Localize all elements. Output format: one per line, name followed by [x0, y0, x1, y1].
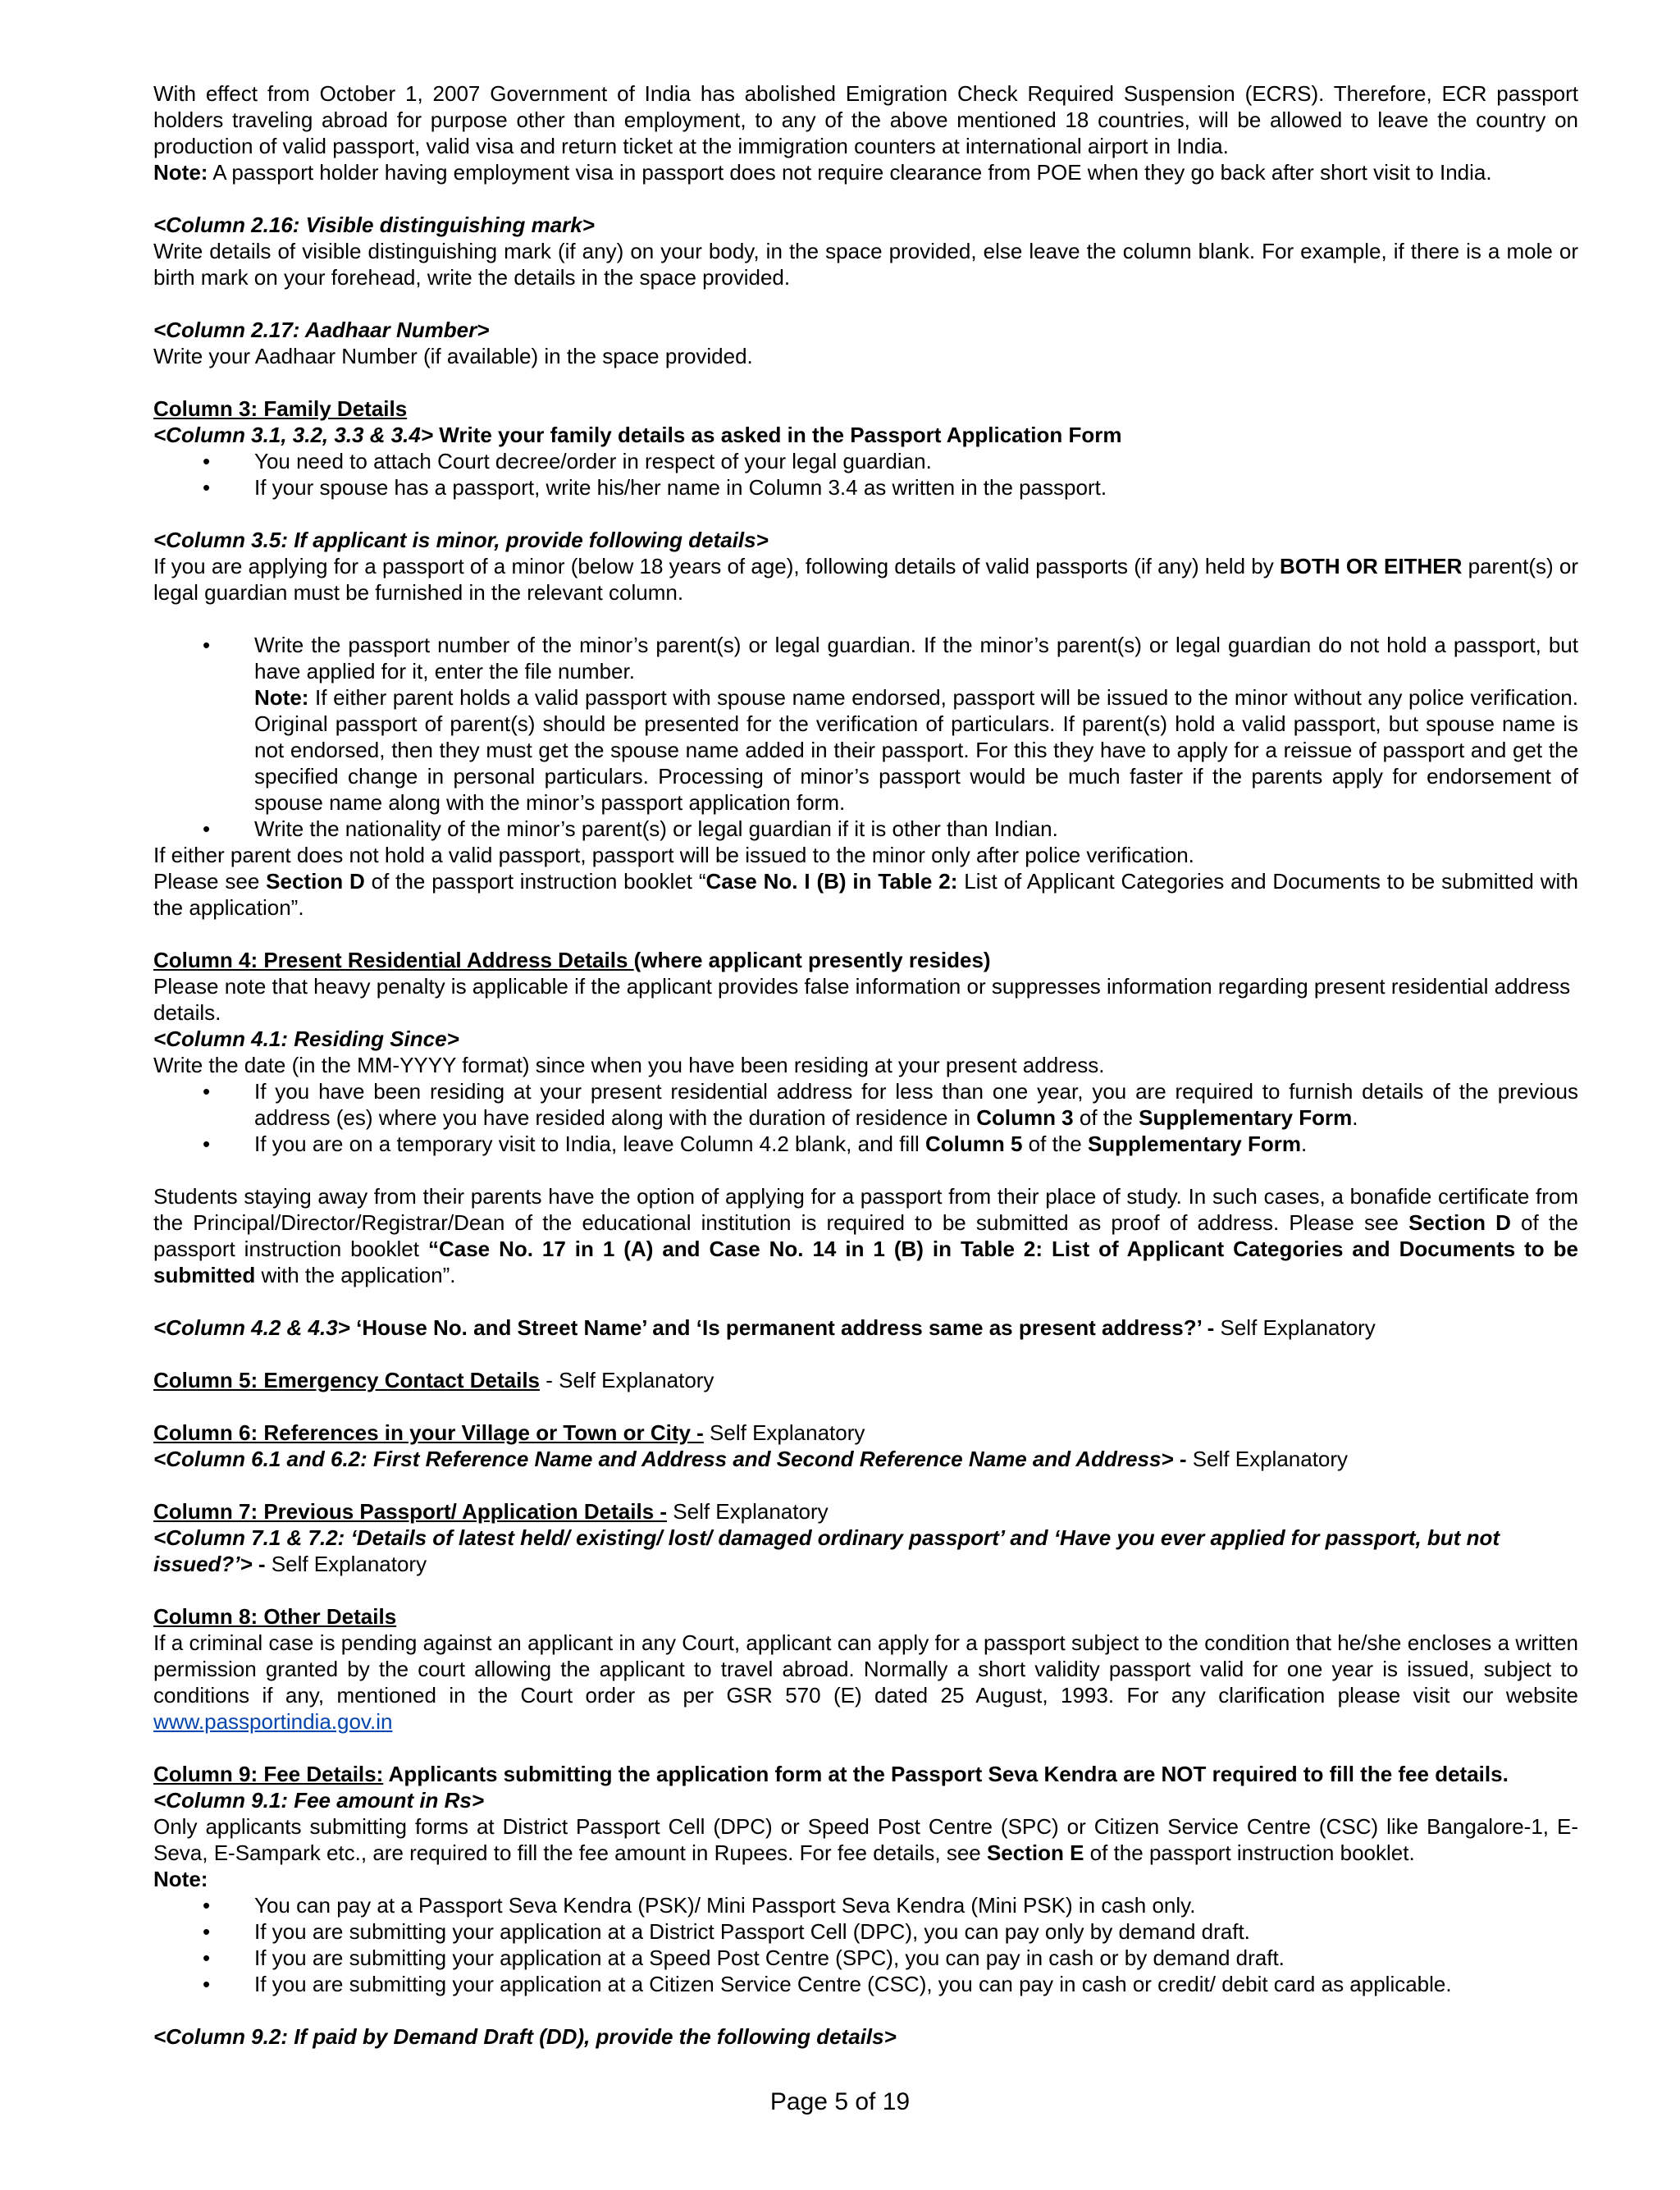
- text-span: of the passport instruction booklet “: [364, 869, 706, 894]
- column-3-5-after-1: If either parent does not hold a valid passport, passport will be issued to the minor only after police verification.: [153, 843, 1194, 867]
- text-span: - Self Explanatory: [540, 1368, 714, 1392]
- text-span: Column 4: Present Residential Address Details: [153, 948, 634, 972]
- column-9-heading: [153, 1761, 1578, 1787]
- column-3-5-list: [153, 632, 1578, 842]
- text-span: ‘House No. and Street Name’ and ‘Is permanent address same as present address?’ -: [349, 1315, 1221, 1340]
- note-label: Note:: [254, 685, 309, 710]
- column-3-subheading: [153, 422, 1578, 448]
- passportindia-link[interactable]: www.passportindia.gov.in: [153, 1709, 393, 1734]
- text-span: Supplementary Form: [1087, 1132, 1301, 1156]
- text-span: Section E: [986, 1840, 1084, 1865]
- list-item: • You can pay at a Passport Seva Kendra (PSK)/ Mini Passport Seva Kendra (Mini PSK) in cash only.: [153, 1892, 1578, 1918]
- page-content: [153, 80, 1578, 2050]
- column-9-note-label: Note:: [153, 1867, 208, 1891]
- text-span: Section D: [1408, 1210, 1511, 1235]
- column-7-sub-line: [153, 1525, 1578, 1577]
- column-2-16-text: Write details of visible distinguishing mark (if any) on your body, in the space provided, else leave the column blank. For example, if there is a mole or birth mark on your forehead, write the details in the space provided.: [153, 239, 1578, 290]
- text-span: Write the passport number of the minor’s parent(s) or legal guardian. If the minor’s parent(s) or legal guardian do not hold a passport, but have applied for it, enter the file number.: [254, 633, 1578, 684]
- column-3-sub-italic: <Column 3.1, 3.2, 3.3 & 3.4>: [153, 423, 434, 447]
- column-7-heading: Column 7: Previous Passport/ Application Details -: [153, 1499, 668, 1524]
- text-span: Supplementary Form: [1139, 1105, 1353, 1130]
- students-paragraph: [153, 1183, 1578, 1288]
- text-span: If a criminal case is pending against an applicant in any Court, applicant can apply for a passport subject to the condition that he/she encloses a written permission granted by the court allowing the applicant to travel abroad. Normally a short validity passport valid for one year is issued, subject to conditions if any, mentioned in the Court order as per GSR 570 (E) dated 25 August, 1993. For any clarification please visit our website: [153, 1630, 1578, 1708]
- column-3-5-after-2: [153, 868, 1578, 921]
- list-item: [153, 632, 1578, 816]
- list-item: • If you are submitting your application at a Speed Post Centre (SPC), you can pay in cash or by demand draft.: [153, 1945, 1578, 1971]
- column-4-text: Please note that heavy penalty is applicable if the applicant provides false information or suppresses information regarding present residential address details.: [153, 974, 1571, 1025]
- column-5-heading: Column 5: Emergency Contact Details: [153, 1368, 540, 1392]
- text-span: Self Explanatory: [1220, 1315, 1376, 1340]
- text-span: If you are on a temporary visit to India, leave Column 4.2 blank, and fill: [254, 1132, 925, 1156]
- column-9-1-heading: <Column 9.1: Fee amount in Rs>: [153, 1788, 485, 1813]
- column-4-1-text: Write the date (in the MM-YYYY format) since when you have been residing at your present address.: [153, 1053, 1105, 1077]
- list-item: • If you are submitting your application at a District Passport Cell (DPC), you can pay only by demand draft.: [153, 1918, 1578, 1945]
- text-span: of the: [1022, 1132, 1088, 1156]
- ecrs-note: [153, 159, 1578, 185]
- text-span: of the passport instruction booklet.: [1084, 1840, 1415, 1865]
- text-span: -: [1173, 1447, 1193, 1471]
- column-8-text: [153, 1630, 1578, 1735]
- text-span: Applicants submitting the application form at the Passport Seva Kendra are NOT required to fill the fee details.: [383, 1762, 1509, 1786]
- column-6-heading: Column 6: References in your Village or Town or City -: [153, 1420, 704, 1445]
- text-span: List of Applicant Categories and Documents to be submitted with the application”.: [153, 869, 1578, 920]
- text-span: of the: [1073, 1105, 1139, 1130]
- column-3-sub-bold: Write your family details as asked in the Passport Application Form: [433, 423, 1122, 447]
- list-item: [153, 1131, 1578, 1157]
- column-4-list: [153, 1078, 1578, 1157]
- column-3-5-heading: <Column 3.5: If applicant is minor, provide following details>: [153, 528, 769, 552]
- text-span: If you are applying for a passport of a minor (below 18 years of age), following details of valid passports (if any) held by: [153, 554, 1280, 578]
- text-span: Self Explanatory: [703, 1420, 865, 1445]
- text-span: <Column 7.1 & 7.2: ‘Details of latest held/ existing/ lost/ damaged ordinary passport’ and ‘Have you ever applied for passport, but not issued?’>: [153, 1525, 1500, 1576]
- column-9-2-heading: <Column 9.2: If paid by Demand Draft (DD), provide the following details>: [153, 2024, 897, 2049]
- column-4-1-heading: <Column 4.1: Residing Since>: [153, 1026, 459, 1051]
- text-span: -: [252, 1552, 272, 1576]
- text-span: <Column 6.1 and 6.2: First Reference Name and Address and Second Reference Name and Address>: [153, 1447, 1174, 1471]
- column-9-1-text: [153, 1813, 1578, 1866]
- text-span: Students staying away from their parents have the option of applying for a passport from their place of study. In such cases, a bonafide certificate from the Principal/Director/Registrar/Dean of the educational institution is required to be submitted as proof of address. Please see: [153, 1184, 1578, 1235]
- text-span: BOTH OR EITHER: [1279, 554, 1463, 578]
- text-span: Please see: [153, 869, 267, 894]
- text-span: Only applicants submitting forms at District Passport Cell (DPC) or Speed Post Centre (SPC) or Citizen Service Centre (CSC) like Bangalore-1, E-Seva, E-Sampark etc., are required to fill the fee amount in Rupees. For fee details, see: [153, 1814, 1578, 1865]
- column-2-17-text: Write your Aadhaar Number (if available) in the space provided.: [153, 344, 753, 368]
- list-item: • If your spouse has a passport, write his/her name in Column 3.4 as written in the passport.: [153, 474, 1578, 501]
- column-9-list: [153, 1892, 1578, 1997]
- text-span: Case No. I (B) in Table 2:: [705, 869, 958, 894]
- column-3-heading: Column 3: Family Details: [153, 396, 408, 421]
- column-7-line: [153, 1498, 1578, 1525]
- note-text: A passport holder having employment visa in passport does not require clearance from POE when they go back after short visit to India.: [208, 160, 1492, 185]
- text-span: .: [1301, 1132, 1308, 1156]
- page-number: Page 5 of 19: [769, 2088, 911, 2115]
- note-text: If either parent holds a valid passport with spouse name endorsed, passport will be issued to the minor without any police verification. Original passport of parent(s) should be presented for the verification of particulars. If parent(s) hold a valid passport, but spouse name is not endorsed, then they must get the spouse name added in their passport. For this they have to apply for a reissue of passport and get the specified change in personal particulars. Processing of minor’s passport would be much faster if the parents apply for endorsement of spouse name along with the minor’s passport application form.: [254, 685, 1578, 815]
- column-3-list: [153, 448, 1578, 501]
- column-8-heading: Column 8: Other Details: [153, 1604, 397, 1629]
- text-span: Self Explanatory: [667, 1499, 829, 1524]
- ecrs-paragraph: With effect from October 1, 2007 Government of India has abolished Emigration Check Required Suspension (ECRS). Therefore, ECR passport holders traveling abroad for purpose other than employment, to any of the above mentioned 18 countries, will be allowed to leave the country on production of valid passport, valid visa and return ticket at the immigration counters at international airport in India.: [153, 81, 1578, 158]
- column-6-line: [153, 1420, 1578, 1446]
- text-span: If you have been residing at your present residential address for less than one year, you are required to furnish details of the previous address (es) where you have resided along with the duration of residence in: [254, 1079, 1578, 1130]
- text-span: Column 5: [924, 1132, 1023, 1156]
- column-6-sub-line: [153, 1446, 1578, 1472]
- note-label: Note:: [153, 160, 208, 185]
- text-span: “Case No. 17 in 1 (A) and Case No. 14 in 1 (B) in Table 2: List of Applicant Categories and Documents to be submitted: [153, 1237, 1578, 1287]
- text-span: <Column 4.2 & 4.3>: [153, 1315, 350, 1340]
- list-item: • Write the nationality of the minor’s parent(s) or legal guardian if it is other than Indian.: [153, 816, 1578, 842]
- text-span: of the passport instruction booklet: [153, 1210, 1578, 1261]
- list-item: • You need to attach Court decree/order in respect of your legal guardian.: [153, 448, 1578, 474]
- column-3-5-text: [153, 553, 1578, 606]
- text-span: Section D: [266, 869, 365, 894]
- column-2-17-heading: <Column 2.17: Aadhaar Number>: [153, 318, 490, 342]
- text-span: with the application”.: [255, 1263, 456, 1287]
- text-span: Self Explanatory: [271, 1552, 427, 1576]
- text-span: Self Explanatory: [1192, 1447, 1349, 1471]
- list-item: [153, 1078, 1578, 1131]
- list-item: • If you are submitting your application at a Citizen Service Centre (CSC), you can pay in cash or credit/ debit card as applicable.: [153, 1971, 1578, 1997]
- column-4-heading: [153, 947, 1578, 973]
- column-4-2-4-3-line: [153, 1314, 1578, 1341]
- text-span: Column 3: [976, 1105, 1074, 1130]
- text-span: (where applicant presently resides): [633, 948, 991, 972]
- column-2-16-heading: <Column 2.16: Visible distinguishing mark>: [153, 213, 595, 237]
- text-span: Column 9: Fee Details:: [153, 1762, 384, 1786]
- column-5-line: [153, 1367, 1578, 1393]
- text-span: .: [1352, 1105, 1358, 1130]
- text-span: parent(s) or legal guardian must be furnished in the relevant column.: [153, 554, 1578, 605]
